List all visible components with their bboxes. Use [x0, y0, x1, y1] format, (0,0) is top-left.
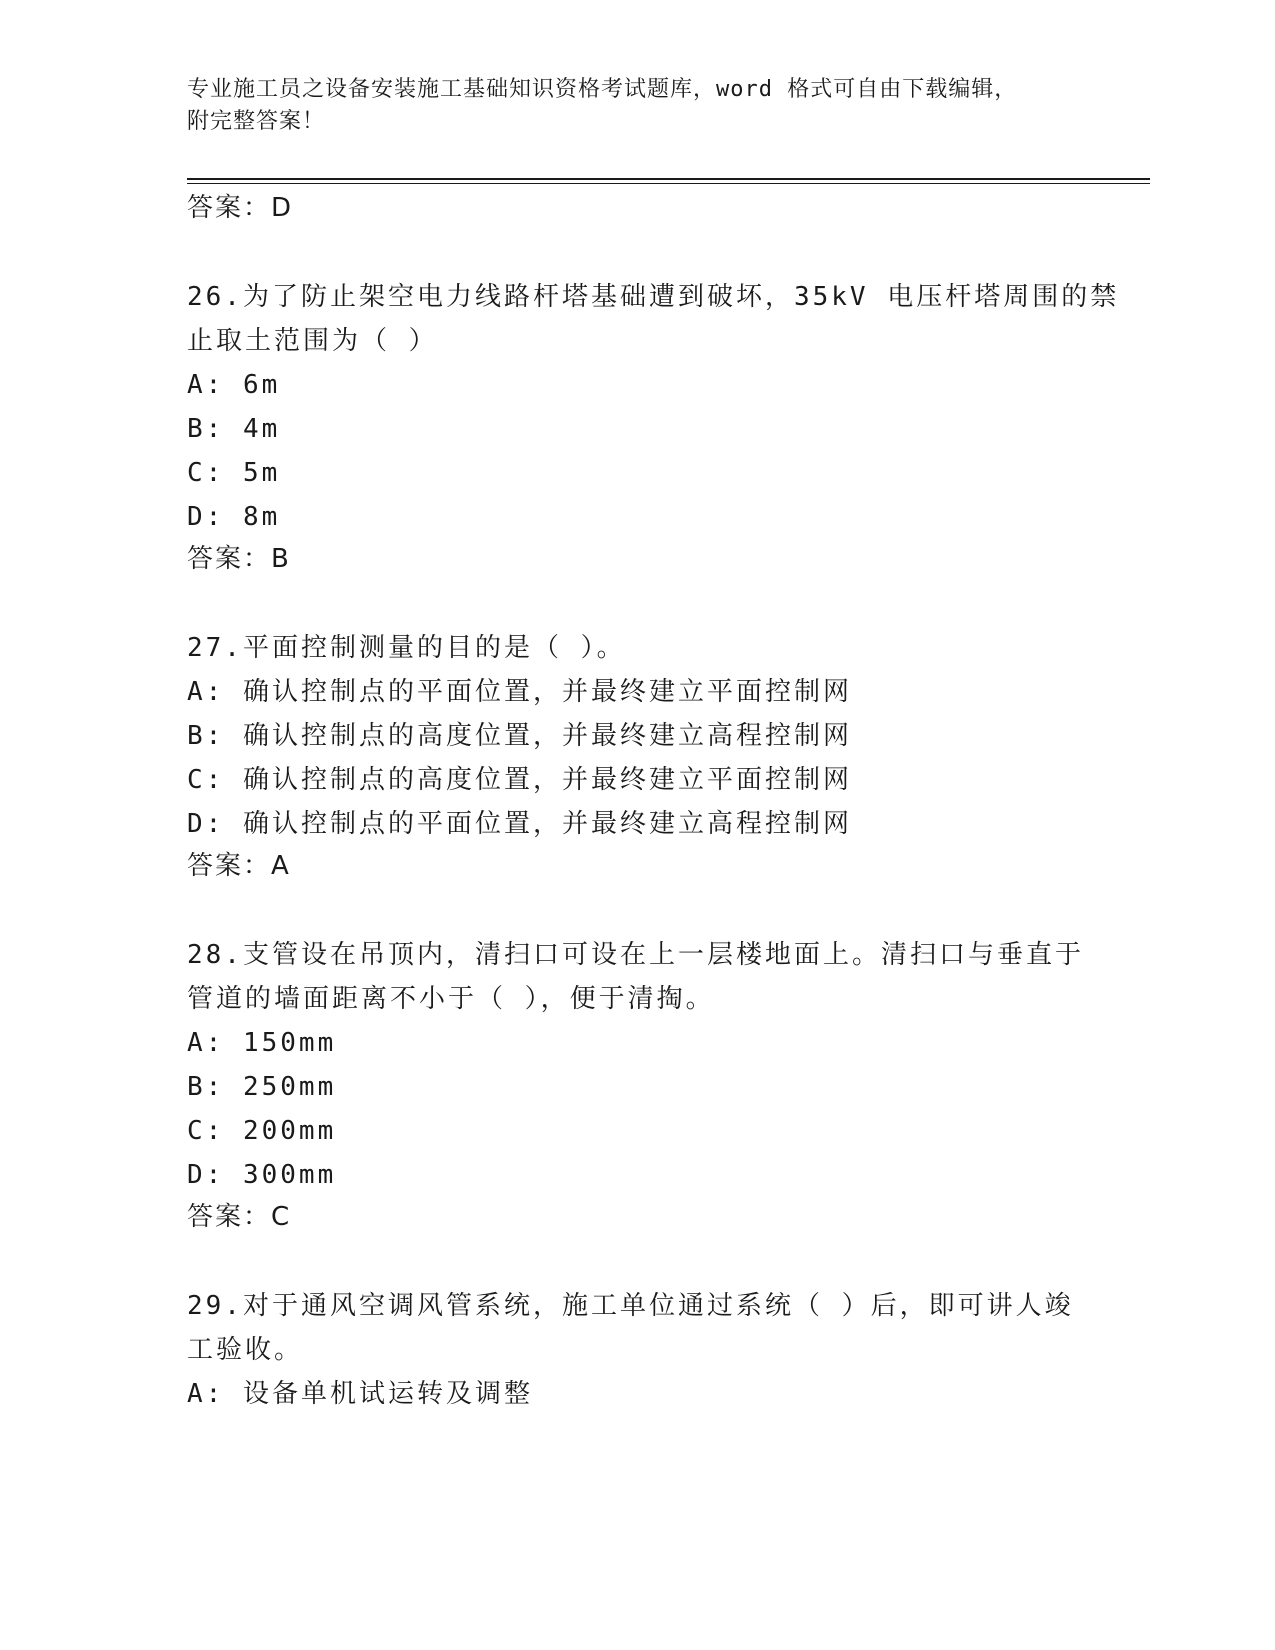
- answer-prev: 答案：D: [187, 193, 294, 223]
- question-28-stem-line-2: 管道的墙面距离不小于（ ），便于清掏。: [187, 984, 715, 1014]
- question-29-option-a: A: 设备单机试运转及调整: [187, 1379, 533, 1409]
- question-27-answer: 答案：A: [187, 851, 291, 881]
- question-28-option-a: A: 150mm: [187, 1028, 337, 1058]
- question-26-answer: 答案：B: [187, 544, 291, 574]
- question-26-stem-line-1: 26.为了防止架空电力线路杆塔基础遭到破坏，35kV 电压杆塔周围的禁: [187, 282, 1120, 312]
- question-28-option-b: B: 250mm: [187, 1072, 337, 1102]
- question-26-stem-line-2: 止取土范围为（ ）: [187, 326, 438, 356]
- question-27-option-a: A: 确认控制点的平面位置，并最终建立平面控制网: [187, 677, 852, 707]
- question-26-option-c: C: 5m: [187, 458, 281, 488]
- question-28-stem-line-1: 28.支管设在吊顶内，清扫口可设在上一层楼地面上。清扫口与垂直于: [187, 940, 1084, 970]
- question-27-option-d: D: 确认控制点的平面位置，并最终建立高程控制网: [187, 809, 852, 839]
- question-28-option-c: C: 200mm: [187, 1116, 337, 1146]
- question-28-option-d: D: 300mm: [187, 1160, 337, 1190]
- header-rule-thick: [187, 178, 1150, 180]
- header-line-2: 附完整答案！: [187, 109, 326, 134]
- question-26-option-d: D: 8m: [187, 502, 281, 532]
- header-rule-thin: [187, 183, 1150, 184]
- header-line-1: 专业施工员之设备安装施工基础知识资格考试题库，word 格式可自由下载编辑，: [187, 77, 1018, 102]
- question-28-answer: 答案：C: [187, 1202, 292, 1232]
- question-26-option-b: B: 4m: [187, 414, 281, 444]
- question-27-stem-line-1: 27.平面控制测量的目的是（ ）。: [187, 633, 626, 663]
- document-header: [187, 74, 1067, 138]
- question-26-option-a: A: 6m: [187, 370, 281, 400]
- question-27-option-c: C: 确认控制点的高度位置，并最终建立平面控制网: [187, 765, 852, 795]
- question-29-stem-line-1: 29.对于通风空调风管系统，施工单位通过系统（ ）后，即可讲人竣: [187, 1291, 1074, 1321]
- question-27-option-b: B: 确认控制点的高度位置，并最终建立高程控制网: [187, 721, 852, 751]
- question-29-stem-line-2: 工验收。: [187, 1335, 304, 1365]
